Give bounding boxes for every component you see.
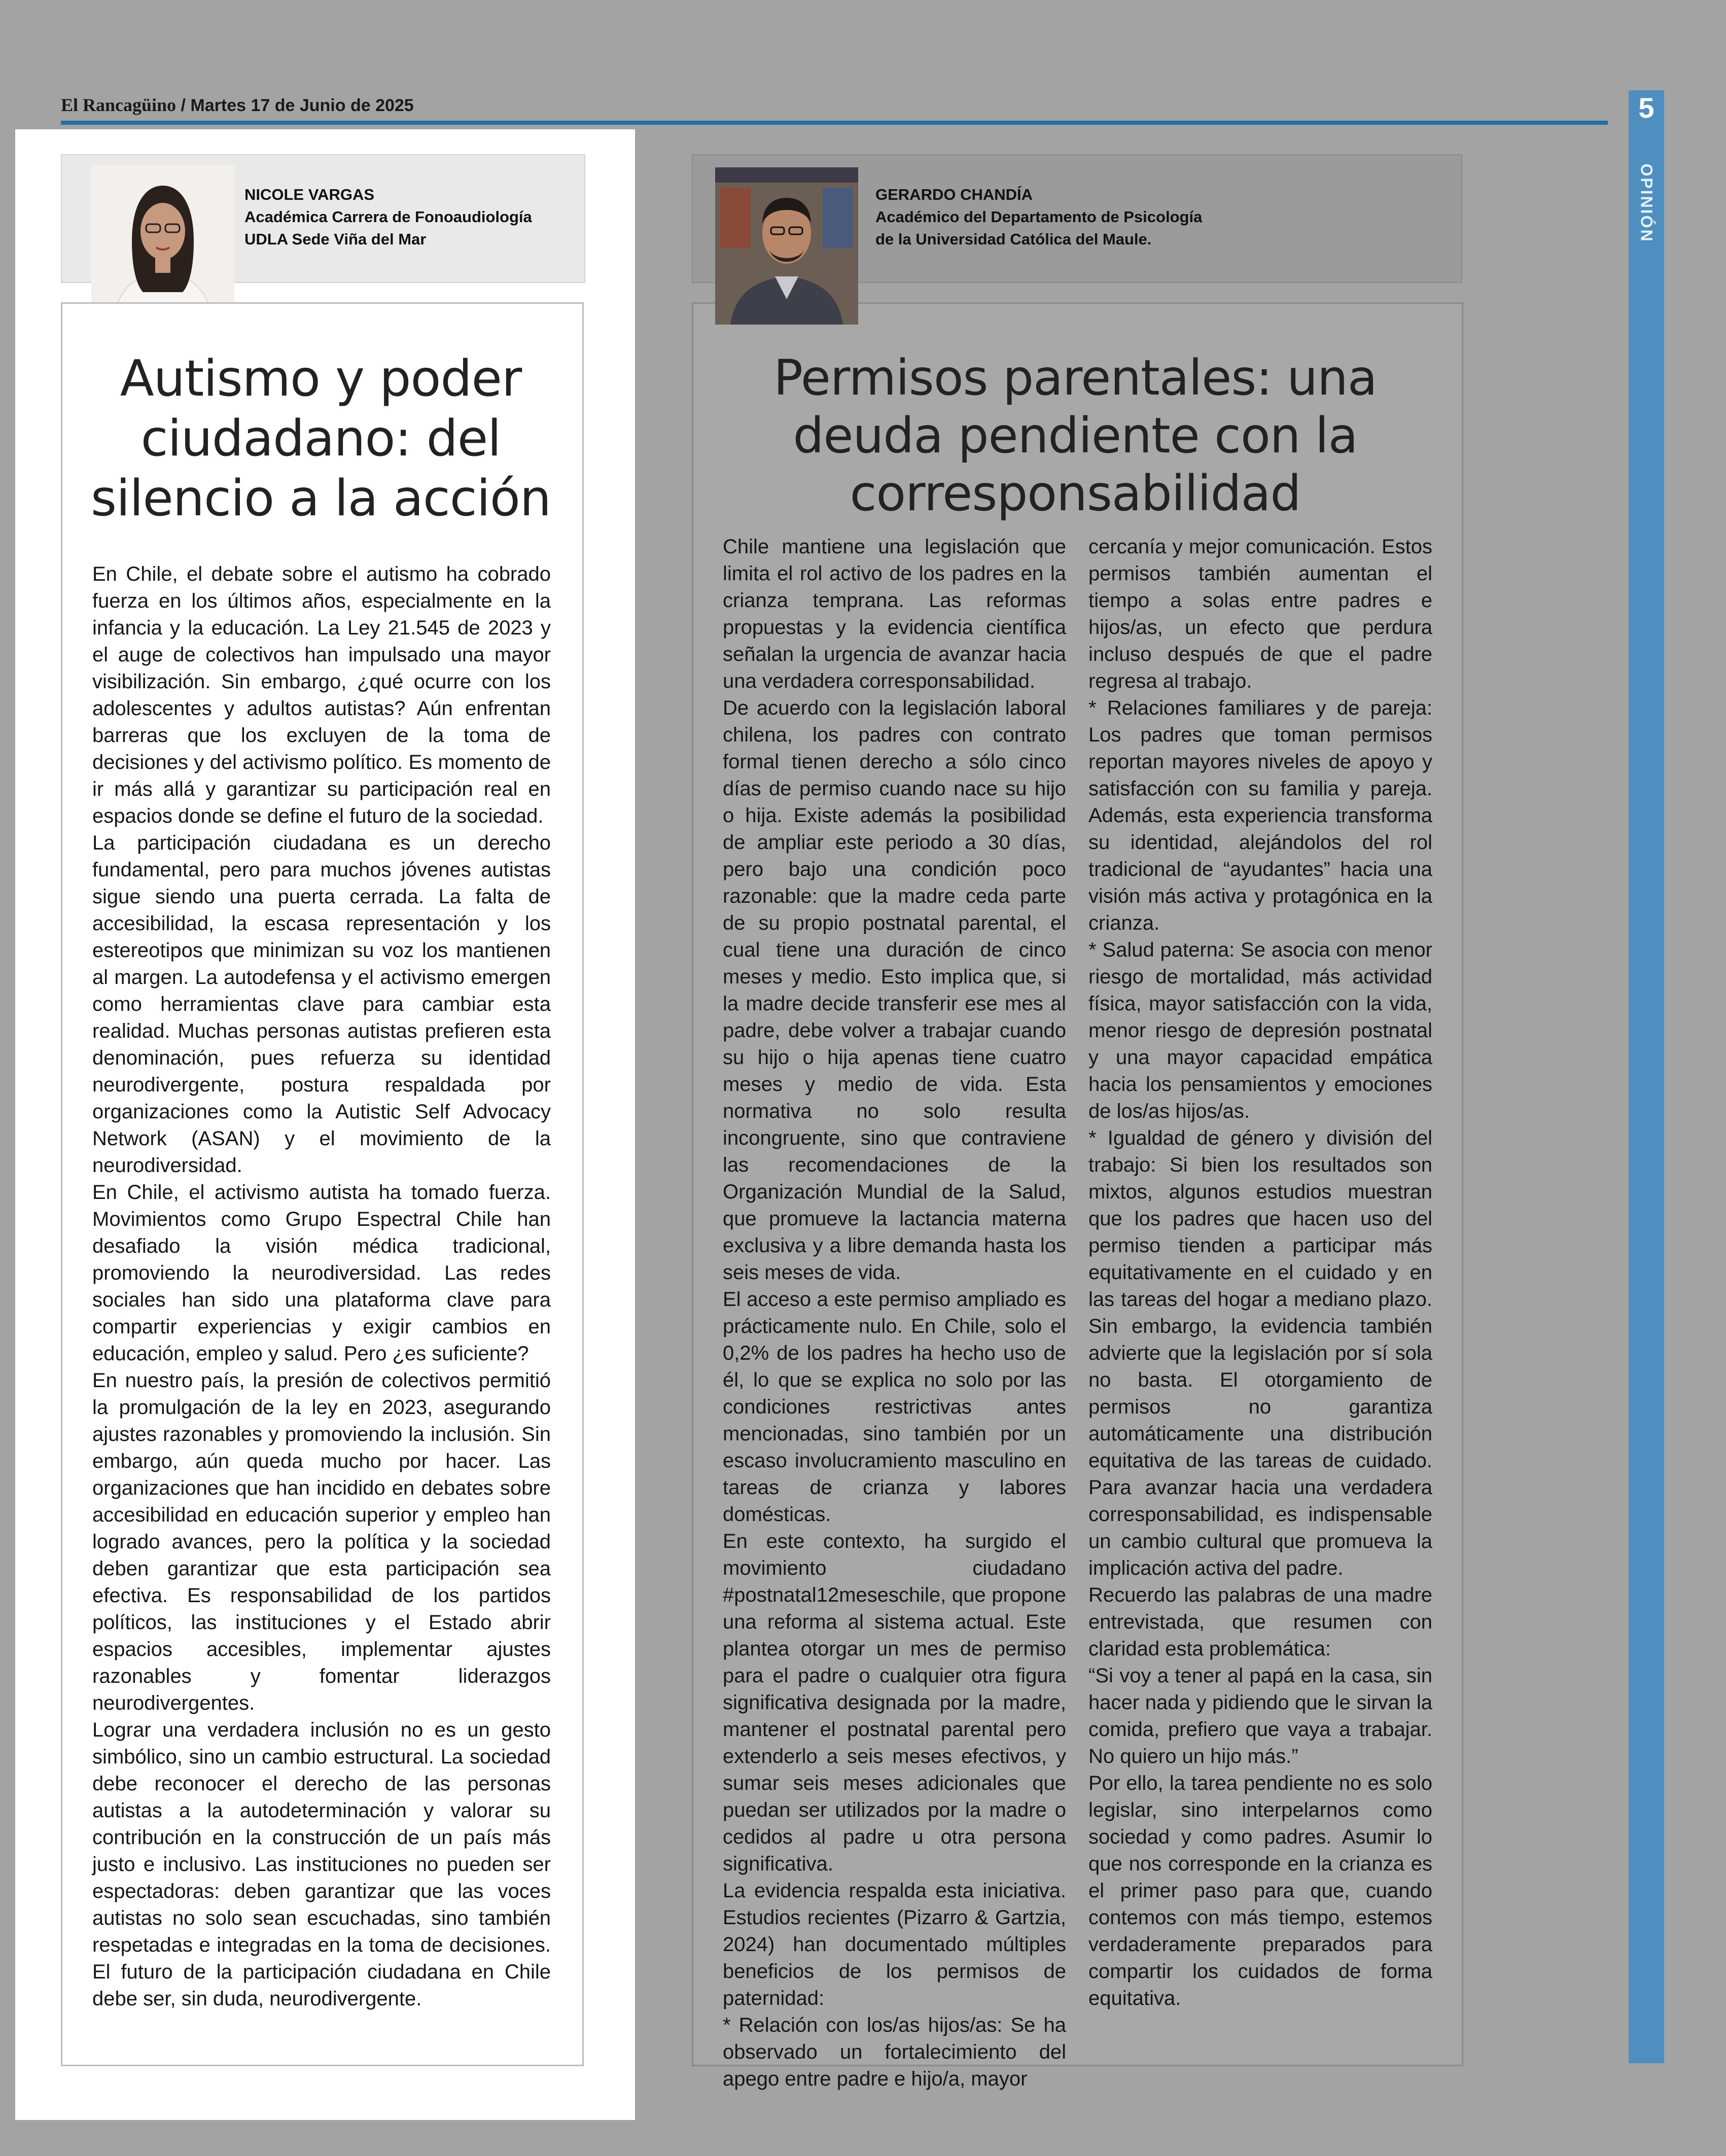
left-paragraph: En Chile, el debate sobre el autismo ha cobrado fuerza en los últimos años, especialmente en la infancia y la educación. La Ley 21.545 de 2023 y el auge de colectivos han impulsado una mayor visibilización. Sin embargo, ¿qué ocurre con los adolescentes y adultos autistas? Aún enfrentan barreras que los excluyen de la toma de decisiones y del activismo político. Es momento de ir más allá y garantizar su participación real en espacios donde se define el futuro de la sociedad. <box>92 563 551 827</box>
left-paragraph: En Chile, el activismo autista ha tomado fuerza. Movimientos como Grupo Espectral Chile han desafiado la visión médica tradicional, promoviendo la neurodiversidad. Las redes sociales han sido una plataforma clave para compartir experiencias y exigir cambios en educación, empleo y salud. Pero ¿es suficiente? <box>92 1181 551 1365</box>
masthead-separator: / <box>176 96 191 115</box>
right-author-photo <box>715 167 858 325</box>
section-label-text: OPINIÓN <box>1637 163 1656 243</box>
left-author-byline <box>244 184 532 251</box>
right-paragraph: Recuerdo las palabras de una madre entrevistada, que resumen con claridad esta problemática: <box>1088 1584 1432 1660</box>
newspaper-name: El Rancagüino <box>61 95 177 115</box>
left-paragraph: Lograr una verdadera inclusión no es un gesto simbólico, sino un cambio estructural. La sociedad debe reconocer el derecho de las personas autistas a la autodeterminación y valorar su contribución en la construcción de un país más justo e inclusivo. Las instituciones no pueden ser espectadoras: deben garantizar que las voces autistas no solo sean escuchadas, sino también respetadas e integradas en la toma de decisiones. El futuro de la participación ciudadana en Chile debe ser, sin duda, neurodivergente. <box>92 1719 551 2010</box>
right-paragraph: “Si voy a tener al papá en la casa, sin hacer nada y pidiendo que le sirvan la comida, prefiero que vaya a trabajar. No quiero un hijo más.” <box>1088 1665 1432 1768</box>
left-paragraph: En nuestro país, la presión de colectivos permitió la promulgación de la ley en 2023, asegurando ajustes razonables y promoviendo la inclusión. Sin embargo, aún queda mucho por hacer. Las organizaciones que han incidido en debates sobre accesibilidad en educación superior y empleo han logrado avances, pero la política y la sociedad deben garantizar que esta participación sea efectiva. Es responsabilidad de los partidos políticos, las instituciones y el Estado abrir espacios accesibles, implementar ajustes razonables y fomentar liderazgos neurodivergentes. <box>92 1369 551 1714</box>
right-paragraph: En este contexto, ha surgido el movimiento ciudadano #postnatal12meseschile, que propone una reforma al sistema actual. Este plantea otorgar un mes de permiso para el padre o cualquier otra figura significativa designada por la madre, mantener el postnatal parental pero extenderlo a seis meses efectivos, y sumar seis meses adicionales que puedan ser utilizados por la madre o cedidos al padre u otra persona significativa. <box>723 1530 1066 1875</box>
right-author-name: GERARDO CHANDÍA <box>875 186 1033 203</box>
left-paragraph: La participación ciudadana es un derecho fundamental, pero para muchos jóvenes autistas sigue siendo una puerta cerrada. La falta de accesibilidad, la escasa representación y los estereotipos que minimizan su voz los mantienen al margen. La autodefensa y el activismo emergen como herramientas clave para cambiar esta realidad. Muchas personas autistas prefieren esta denominación, pues refuerza su identidad neurodivergente, postura respaldada por organizaciones como la Autistic Self Advocacy Network (ASAN) y el movimiento de la neurodiversidad. <box>92 832 551 1177</box>
left-author-role-2: UDLA Sede Viña del Mar <box>244 230 427 248</box>
masthead <box>61 94 1380 120</box>
right-paragraph: cercanía y mejor comunicación. Estos permisos también aumentan el tiempo a solas entre padres e hijos/as, un efecto que perdura incluso después de que el padre regresa al trabajo. <box>1088 536 1432 692</box>
left-article-body <box>92 561 551 2012</box>
right-paragraph: * Relaciones familiares y de pareja: Los padres que toman permisos reportan mayores niveles de apoyo y satisfacción con su familia y pareja. Además, esta experiencia transforma su identidad, alejándolos del rol tradicional de “ayudantes” hacia una visión más activa y protagónica en la crianza. <box>1088 697 1432 934</box>
section-label <box>1629 152 1664 254</box>
left-author-role-1: Académica Carrera de Fonoaudiología <box>244 208 532 226</box>
masthead-rule <box>61 121 1608 125</box>
issue-date: Martes 17 de Junio de 2025 <box>190 96 414 115</box>
right-author-byline <box>875 184 1202 251</box>
right-paragraph: * Igualdad de género y división del trabajo: Si bien los resultados son mixtos, algunos estudios muestran que los padres que hacen uso del permiso tienden a participar más equitativamente en el cuidado y en las tareas del hogar a mediano plazo. Sin embargo, la evidencia también advierte que la legislación por sí sola no basta. El otorgamiento de permisos no garantiza automáticamente una distribución equitativa de las tareas de cuidado. Para avanzar hacia una verdadera corresponsabilidad, es indispensable un cambio cultural que promueva la implicación activa del padre. <box>1088 1127 1432 1579</box>
left-author-name: NICOLE VARGAS <box>244 186 375 203</box>
right-paragraph: * Relación con los/as hijos/as: Se ha observado un fortalecimiento del apego entre padre e hijo/a, mayor <box>723 2014 1066 2090</box>
right-paragraph: La evidencia respalda esta iniciativa. Estudios recientes (Pizarro & Gartzia, 2024) han documentado múltiples beneficios de los permisos de paternidad: <box>723 1880 1066 2009</box>
right-paragraph: Chile mantiene una legislación que limita el rol activo de los padres en la crianza temprana. Las reformas propuestas y la evidencia científica señalan la urgencia de avanzar hacia una verdadera corresponsabilidad. <box>723 536 1066 692</box>
right-author-role-2: de la Universidad Católica del Maule. <box>875 230 1152 248</box>
right-paragraph: Por ello, la tarea pendiente no es solo legislar, sino interpelarnos como sociedad y como padres. Asumir lo que nos corresponde en la crianza es el primer paso para que, cuando contemos con más tiempo, estemos verdaderamente preparados para compartir los cuidados de forma equitativa. <box>1088 1772 1432 2009</box>
right-paragraph: * Salud paterna: Se asocia con menor riesgo de mortalidad, más actividad física, mayor satisfacción con la vida, menor riesgo de depresión postnatal y una mayor capacidad empática hacia los pensamientos y emociones de los/as hijos/as. <box>1088 939 1432 1122</box>
right-headline: Permisos parentales: una deuda pendiente con la corresponsabilidad <box>773 349 1377 522</box>
right-article-column-2 <box>1088 534 1432 2012</box>
right-paragraph: El acceso a este permiso ampliado es prácticamente nulo. En Chile, solo el 0,2% de los padres ha hecho uso de él, lo que se explica no solo por las condiciones restrictivas antes mencionadas, sino también por un escaso involucramiento masculino en tareas de crianza y labores domésticas. <box>723 1288 1066 1526</box>
page-number: 5 <box>1638 92 1654 124</box>
right-article-column-1 <box>723 534 1066 2093</box>
right-author-portrait-icon <box>715 167 858 325</box>
left-headline: Autismo y poder ciudadano: del silencio a la acción <box>91 350 551 527</box>
section-tab <box>1629 90 1664 2063</box>
right-author-role-1: Académico del Departamento de Psicología <box>875 208 1203 226</box>
right-paragraph: De acuerdo con la legislación laboral chilena, los padres con contrato formal tienen derecho a sólo cinco días de permiso cuando nace su hijo o hija. Existe además la posibilidad de ampliar este periodo a 30 días, pero bajo una condición poco razonable: que la madre ceda parte de su propio postnatal parental, el cual tiene una duración de cinco meses y medio. Esto implica que, si la madre decide transferir ese mes al padre, debe volver a trabajar cuando su hijo o hija apenas tiene cuatro meses y medio de vida. Esta normativa no solo resulta incongruente, sino que contraviene las recomendaciones de la Organización Mundial de la Salud, que promueve la lactancia materna exclusiva y a libre demanda hasta los seis meses de vida. <box>723 697 1066 1284</box>
